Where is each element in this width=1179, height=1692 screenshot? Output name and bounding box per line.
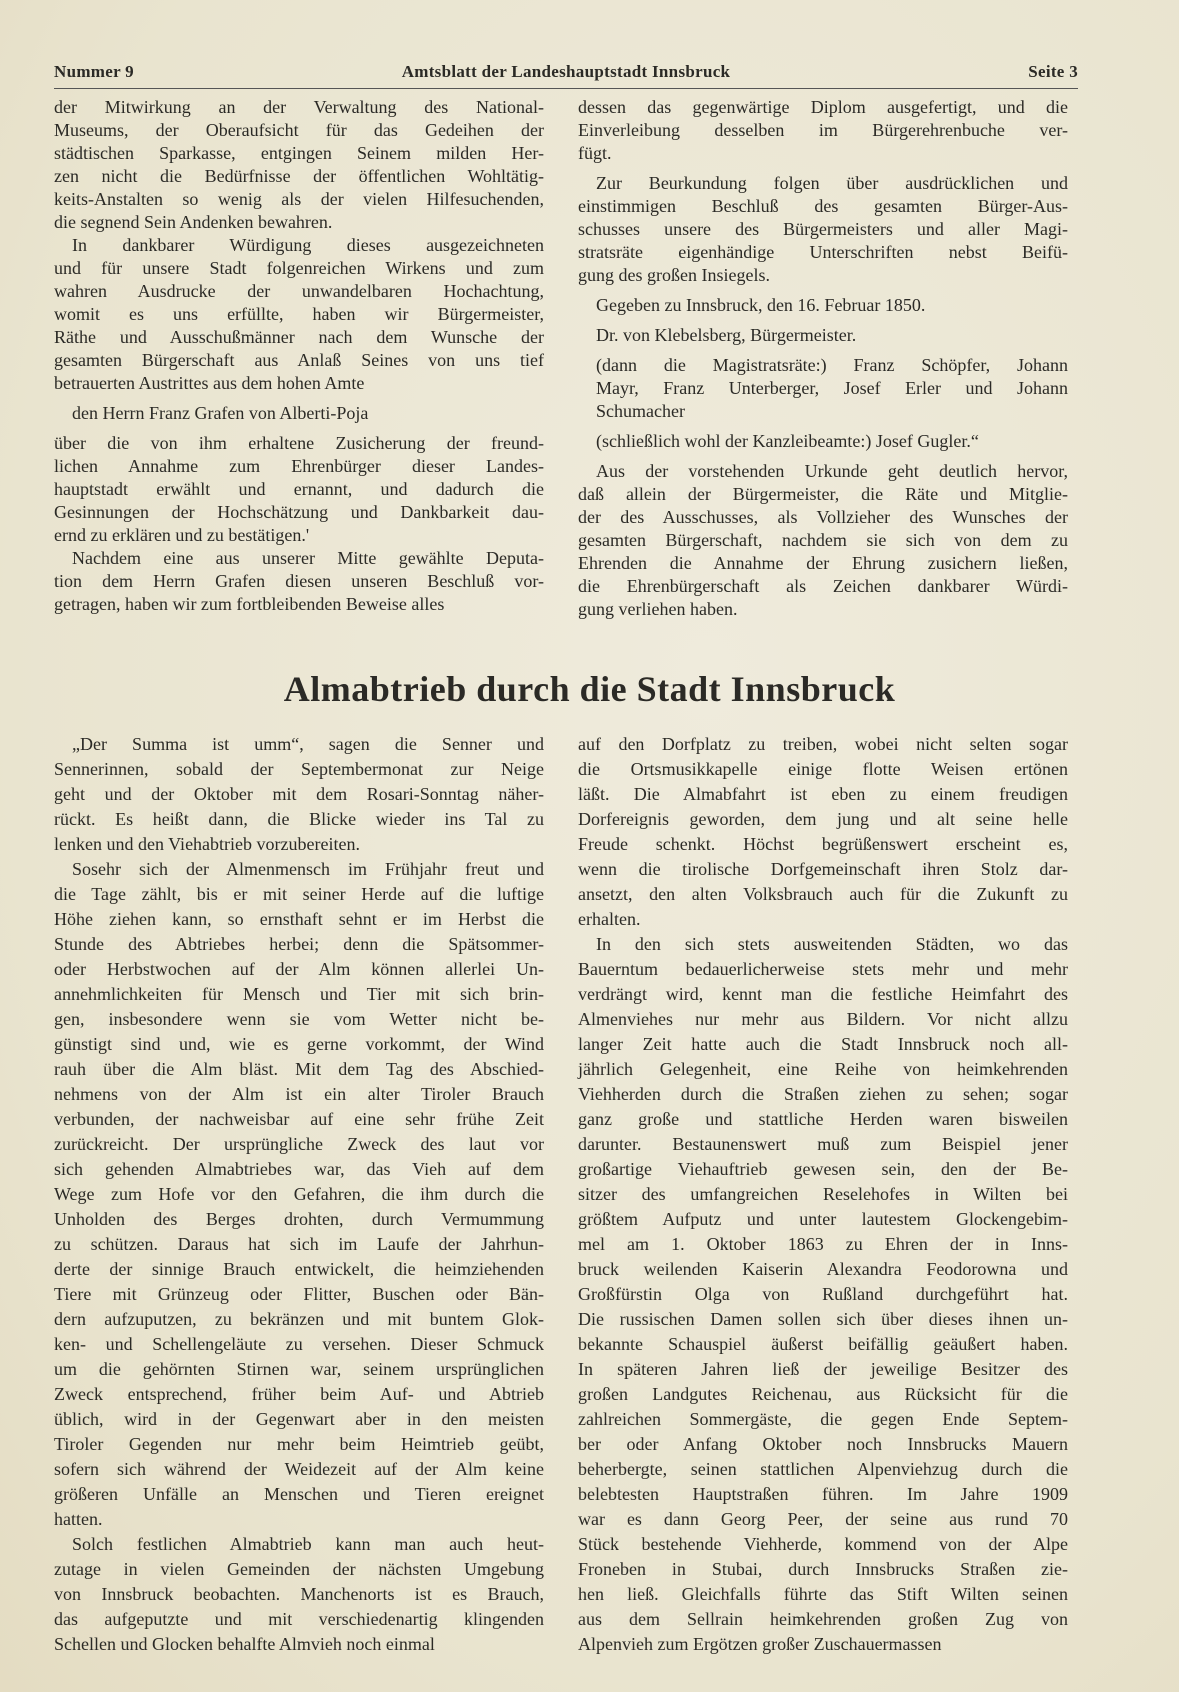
paragraph xyxy=(54,547,544,616)
text-line: Höhe ziehen kann, so ernsthaft sehnt er im Herbst die xyxy=(54,909,544,929)
article-left-column xyxy=(54,732,544,1657)
text-line: Stunde des Abtriebes herbei; denn die Spätsommer- xyxy=(54,934,544,954)
paragraph xyxy=(54,96,544,234)
text-line: Großfürstin Olga von Rußland durchgeführt hat. xyxy=(578,1284,1068,1304)
text-line: das aufgeputzte und mit verschiedenartig klingenden xyxy=(54,1609,544,1629)
paragraph xyxy=(54,402,544,425)
text-line: über die von ihm erhaltene Zusicherung der freund- xyxy=(54,433,544,453)
text-line: lenken und den Viehabtrieb vorzubereiten. xyxy=(54,834,360,854)
text-line: (schließlich wohl der Kanzleibeamte:) Josef Gugler.“ xyxy=(596,431,979,451)
text-line: üblich, wird in der Gegenwart aber in den meisten xyxy=(54,1409,544,1429)
paragraph xyxy=(578,732,1068,932)
text-line: die Ehrenbürgerschaft als Zeichen dankbarer Würdi- xyxy=(578,576,1068,596)
text-line: darunter. Bestaunenswert muß zum Beispiel jener xyxy=(578,1134,1068,1154)
text-line: Schellen und Glocken behalfte Almvieh noch einmal xyxy=(54,1634,435,1654)
text-line: ganz große und stattliche Herden waren bisweilen xyxy=(578,1109,1068,1129)
page-number: Seite 3 xyxy=(1028,62,1078,81)
paragraph xyxy=(578,932,1068,1657)
text-line: Sennerinnen, sobald der Septembermonat zur Neige xyxy=(54,759,544,779)
text-line: Ehrenden die Annahme der Ehrung zusichern ließen, xyxy=(578,553,1068,573)
text-line: In späteren Jahren ließ der jeweilige Besitzer des xyxy=(578,1359,1068,1379)
text-line: oder Herbstwochen auf der Alm können allerlei Un- xyxy=(54,959,544,979)
text-line: (dann die Magistratsräte:) Franz Schöpfer, Johann xyxy=(596,355,1068,375)
text-line: Einverleibung desselben im Bürgerehrenbuche ver- xyxy=(578,120,1068,140)
text-line: einstimmigen Beschluß des gesamten Bürger-Aus- xyxy=(578,196,1068,216)
paragraph xyxy=(54,1532,544,1657)
text-line: langer Zeit hatte auch die Stadt Innsbruck noch all- xyxy=(578,1034,1068,1054)
text-line: Wege zum Hofe vor den Gefahren, die ihm durch die xyxy=(54,1184,544,1204)
paragraph xyxy=(54,234,544,395)
text-line: In den sich stets ausweitenden Städten, wo das xyxy=(596,934,1068,954)
text-line: Dr. von Klebelsberg, Bürgermeister. xyxy=(596,325,857,345)
text-line: Stück bestehende Viehherde, kommend von der Alpe xyxy=(578,1534,1068,1554)
text-line: und für unsere Stadt folgenreichen Wirkens und zum xyxy=(54,258,544,278)
text-line: mel am 1. Oktober 1863 zu Ehren der in Inns- xyxy=(578,1234,1068,1254)
text-line: Mayr, Franz Unterberger, Josef Erler und Johann xyxy=(596,378,1068,398)
text-line: verdrängt wird, kennt man die festliche Heimfahrt des xyxy=(578,984,1068,1004)
text-line: Alpenvieh zum Ergötzen großer Zuschauermassen xyxy=(578,1634,942,1654)
text-line: keits-Anstalten so wenig als der vielen Hilfesuchenden, xyxy=(54,189,544,209)
text-line: jährlich Gelegenheit, eine Reihe von heimkehrenden xyxy=(578,1059,1068,1079)
paragraph xyxy=(578,460,1068,621)
text-line: hatten. xyxy=(54,1509,103,1529)
text-line: zurückreicht. Der ursprüngliche Zweck des laut vor xyxy=(54,1134,544,1154)
text-line: Aus der vorstehenden Urkunde geht deutlich hervor, xyxy=(596,461,1068,481)
text-line: zahlreichen Sommergäste, die gegen Ende Septem- xyxy=(578,1409,1068,1429)
text-line: günstigt sind und, wie es gerne vorkommt, der Wind xyxy=(54,1034,544,1054)
text-line: großartige Viehauftrieb gewesen sein, den der Be- xyxy=(578,1159,1068,1179)
text-line: wenn die tirolische Dorfgemeinschaft ihren Stolz dar- xyxy=(578,859,1068,879)
publication-title: Amtsblatt der Landeshauptstadt Innsbruck xyxy=(401,62,731,81)
text-line: tion dem Herrn Grafen diesen unseren Beschluß vor- xyxy=(54,571,544,591)
paragraph xyxy=(54,732,544,857)
text-line: derte der sinnige Brauch entwickelt, die heimziehenden xyxy=(54,1259,544,1279)
text-line: bruck weilenden Kaiserin Alexandra Feodorowna und xyxy=(578,1259,1068,1279)
text-line: gung verliehen haben. xyxy=(578,599,738,619)
text-line: Almenviehes nur mehr aus Bildern. Vor nicht allzu xyxy=(578,1009,1068,1029)
text-line: die Tage zählt, bis er mit seiner Herde auf die luftige xyxy=(54,884,544,904)
text-line: lichen Annahme zum Ehrenbürger dieser Landes- xyxy=(54,456,544,476)
text-line: Dorfereignis geworden, dem jung und alt seine helle xyxy=(578,809,1068,829)
text-line: dern aufzuputzen, zu bekränzen und mit buntem Glok- xyxy=(54,1309,544,1329)
text-line: geht und der Oktober mit dem Rosari-Sonntag näher- xyxy=(54,784,544,804)
header-rule xyxy=(54,88,1078,89)
text-line: Nachdem eine aus unserer Mitte gewählte Deputa- xyxy=(72,548,544,568)
text-line: daß allein der Bürgermeister, die Räte und Mitglie- xyxy=(578,484,1068,504)
text-line: die segnend Sein Andenken bewahren. xyxy=(54,212,333,232)
text-line: ken- und Schellengeläute zu versehen. Dieser Schmuck xyxy=(54,1334,544,1354)
text-line: Unholden des Berges drohten, durch Vermummung xyxy=(54,1209,544,1229)
text-line: war es dann Georg Peer, der seine aus rund 70 xyxy=(578,1509,1068,1529)
text-line: annehmlichkeiten für Mensch und Tier mit sich brin- xyxy=(54,984,544,1004)
article-right-column xyxy=(578,732,1068,1657)
text-line: großen Landgutes Reichenau, aus Rücksicht für die xyxy=(578,1384,1068,1404)
paragraph xyxy=(578,96,1068,165)
text-line: größtem Aufputz und unter lautestem Glockengebim- xyxy=(578,1209,1068,1229)
text-line: gesamten Bürgerschaft, nachdem sie sich von dem zu xyxy=(578,530,1068,550)
text-line: erhalten. xyxy=(578,909,641,929)
article-title: Almabtrieb durch die Stadt Innsbruck xyxy=(283,669,896,709)
text-line: sitzer des umfangreichen Reselehofes in Wilten bei xyxy=(578,1184,1068,1204)
text-line: belebtesten Hauptstraßen führen. Im Jahre 1909 xyxy=(578,1484,1068,1504)
text-line: läßt. Die Almabfahrt ist eben zu einem freudigen xyxy=(578,784,1068,804)
text-line: Die russischen Damen sollen sich über dieses ihnen un- xyxy=(578,1309,1068,1329)
text-line: von Innsbruck beobachten. Manchenorts ist es Brauch, xyxy=(54,1584,544,1604)
text-line: gung des großen Insiegels. xyxy=(578,265,770,285)
text-line: bekannte Schauspiel äußerst beifällig geäußert haben. xyxy=(578,1334,1068,1354)
text-line: Bauerntum bedauerlicherweise stets mehr und mehr xyxy=(578,959,1068,979)
text-line: Gegeben zu Innsbruck, den 16. Februar 1850. xyxy=(596,295,926,315)
issue-number: Nummer 9 xyxy=(54,62,134,81)
text-line: zutage in vielen Gemeinden der nächsten Umgebung xyxy=(54,1559,544,1579)
paragraph xyxy=(578,294,1068,317)
paragraph xyxy=(54,432,544,547)
text-line: rückt. Es heißt dann, die Blicke wieder ins Tal zu xyxy=(54,809,544,829)
text-line: In dankbarer Würdigung dieses ausgezeichneten xyxy=(72,235,544,255)
paragraph xyxy=(54,857,544,1532)
text-line: die Ortsmusikkapelle einige flotte Weisen ertönen xyxy=(578,759,1068,779)
text-line: städtischen Sparkasse, entgingen Seinem milden Her- xyxy=(54,143,544,163)
text-line: auf den Dorfplatz zu treiben, wobei nicht selten sogar xyxy=(578,734,1068,754)
paragraph xyxy=(578,324,1068,347)
text-line: rauh über die Alm bläst. Mit dem Tag des Abschied- xyxy=(54,1059,544,1079)
text-line: gen, insbesondere wenn sie vom Wetter nicht be- xyxy=(54,1009,544,1029)
text-line: Gesinnungen der Hochschätzung und Dankbarkeit dau- xyxy=(54,502,544,522)
text-line: schusses unsere des Bürgermeisters und aller Magi- xyxy=(578,219,1068,239)
paragraph xyxy=(578,172,1068,287)
text-line: sich gehenden Almabtriebes war, das Vieh auf dem xyxy=(54,1159,544,1179)
text-line: hauptstadt erwählt und ernannt, und dadurch die xyxy=(54,479,544,499)
text-line: um die gehörnten Stirnen war, seinem ursprünglichen xyxy=(54,1359,544,1379)
text-line: sofern sich während der Weidezeit auf der Alm keine xyxy=(54,1459,544,1479)
text-line: womit es uns erfüllte, haben wir Bürgermeister, xyxy=(54,304,544,324)
text-line: aus dem Sellrain heimkehrenden großen Zug von xyxy=(578,1609,1068,1629)
text-line: Museums, der Oberaufsicht für das Gedeihen der xyxy=(54,120,544,140)
text-line: der des Ausschusses, als Vollzieher des Wunsches der xyxy=(578,507,1068,527)
text-line: wahren Ausdrucke der unwandelbaren Hochachtung, xyxy=(54,281,544,301)
text-line: Solch festlichen Almabtrieb kann man auch heut- xyxy=(72,1534,544,1554)
text-line: betrauerten Austrittes aus dem hohen Amte xyxy=(54,373,365,393)
text-line: Räthe und Ausschußmänner nach dem Wunsche der xyxy=(54,327,544,347)
text-line: zen nicht die Bedürfnisse der öffentlichen Wohltätig- xyxy=(54,166,544,186)
text-line: „Der Summa ist umm“, sagen die Senner und xyxy=(72,734,544,754)
text-line: beherbergte, seinen stattlichen Alpenviehzug durch die xyxy=(578,1459,1068,1479)
text-line: den Herrn Franz Grafen von Alberti-Poja xyxy=(72,403,369,423)
text-line: ber oder Anfang Oktober noch Innsbrucks Mauern xyxy=(578,1434,1068,1454)
paragraph xyxy=(578,430,1068,453)
text-line: der Mitwirkung an der Verwaltung des National- xyxy=(54,97,544,117)
top-right-column xyxy=(578,96,1068,621)
text-line: ansetzt, den alten Volksbrauch auch für die Zukunft zu xyxy=(578,884,1068,904)
text-line: verbunden, der nachweisbar auf eine sehr frühe Zeit xyxy=(54,1109,544,1129)
text-line: Zweck entsprechend, früher beim Auf- und Abtrieb xyxy=(54,1384,544,1404)
text-line: Sosehr sich der Almenmensch im Frühjahr freut und xyxy=(72,859,544,879)
text-line: getragen, haben wir zum fortbleibenden Beweise alles xyxy=(54,594,445,614)
text-line: gesamten Bürgerschaft aus Anlaß Seines von uns tief xyxy=(54,350,544,370)
text-line: fügt. xyxy=(578,143,612,163)
text-line: dessen das gegenwärtige Diplom ausgefertigt, und die xyxy=(578,97,1068,117)
text-line: zu schützen. Daraus hat sich im Laufe der Jahrhun- xyxy=(54,1234,544,1254)
text-line: ernd zu erklären und zu bestätigen.' xyxy=(54,525,310,545)
paragraph xyxy=(578,354,1068,423)
text-line: stratsräte eigenhändige Unterschriften nebst Beifü- xyxy=(578,242,1068,262)
top-left-column xyxy=(54,96,544,616)
text-line: Freude schenkt. Höchst begrüßenswert erscheint es, xyxy=(578,834,1068,854)
text-line: Zur Beurkundung folgen über ausdrücklichen und xyxy=(596,173,1068,193)
running-header xyxy=(54,62,1078,86)
text-line: Viehherden durch die Straßen ziehen zu sehen; sogar xyxy=(578,1084,1068,1104)
text-line: Tiroler Gegenden nur mehr beim Heimtrieb geübt, xyxy=(54,1434,544,1454)
text-line: Schumacher xyxy=(596,401,685,421)
text-line: nehmens von der Alm ist ein alter Tiroler Brauch xyxy=(54,1084,544,1104)
text-line: hen ließ. Gleichfalls führte das Stift Wilten seinen xyxy=(578,1584,1068,1604)
text-line: größeren Unfälle an Menschen und Tieren ereignet xyxy=(54,1484,544,1504)
text-line: Froneben in Stubai, durch Innsbrucks Straßen zie- xyxy=(578,1559,1068,1579)
text-line: Tiere mit Grünzeug oder Flitter, Buschen oder Bän- xyxy=(54,1284,544,1304)
